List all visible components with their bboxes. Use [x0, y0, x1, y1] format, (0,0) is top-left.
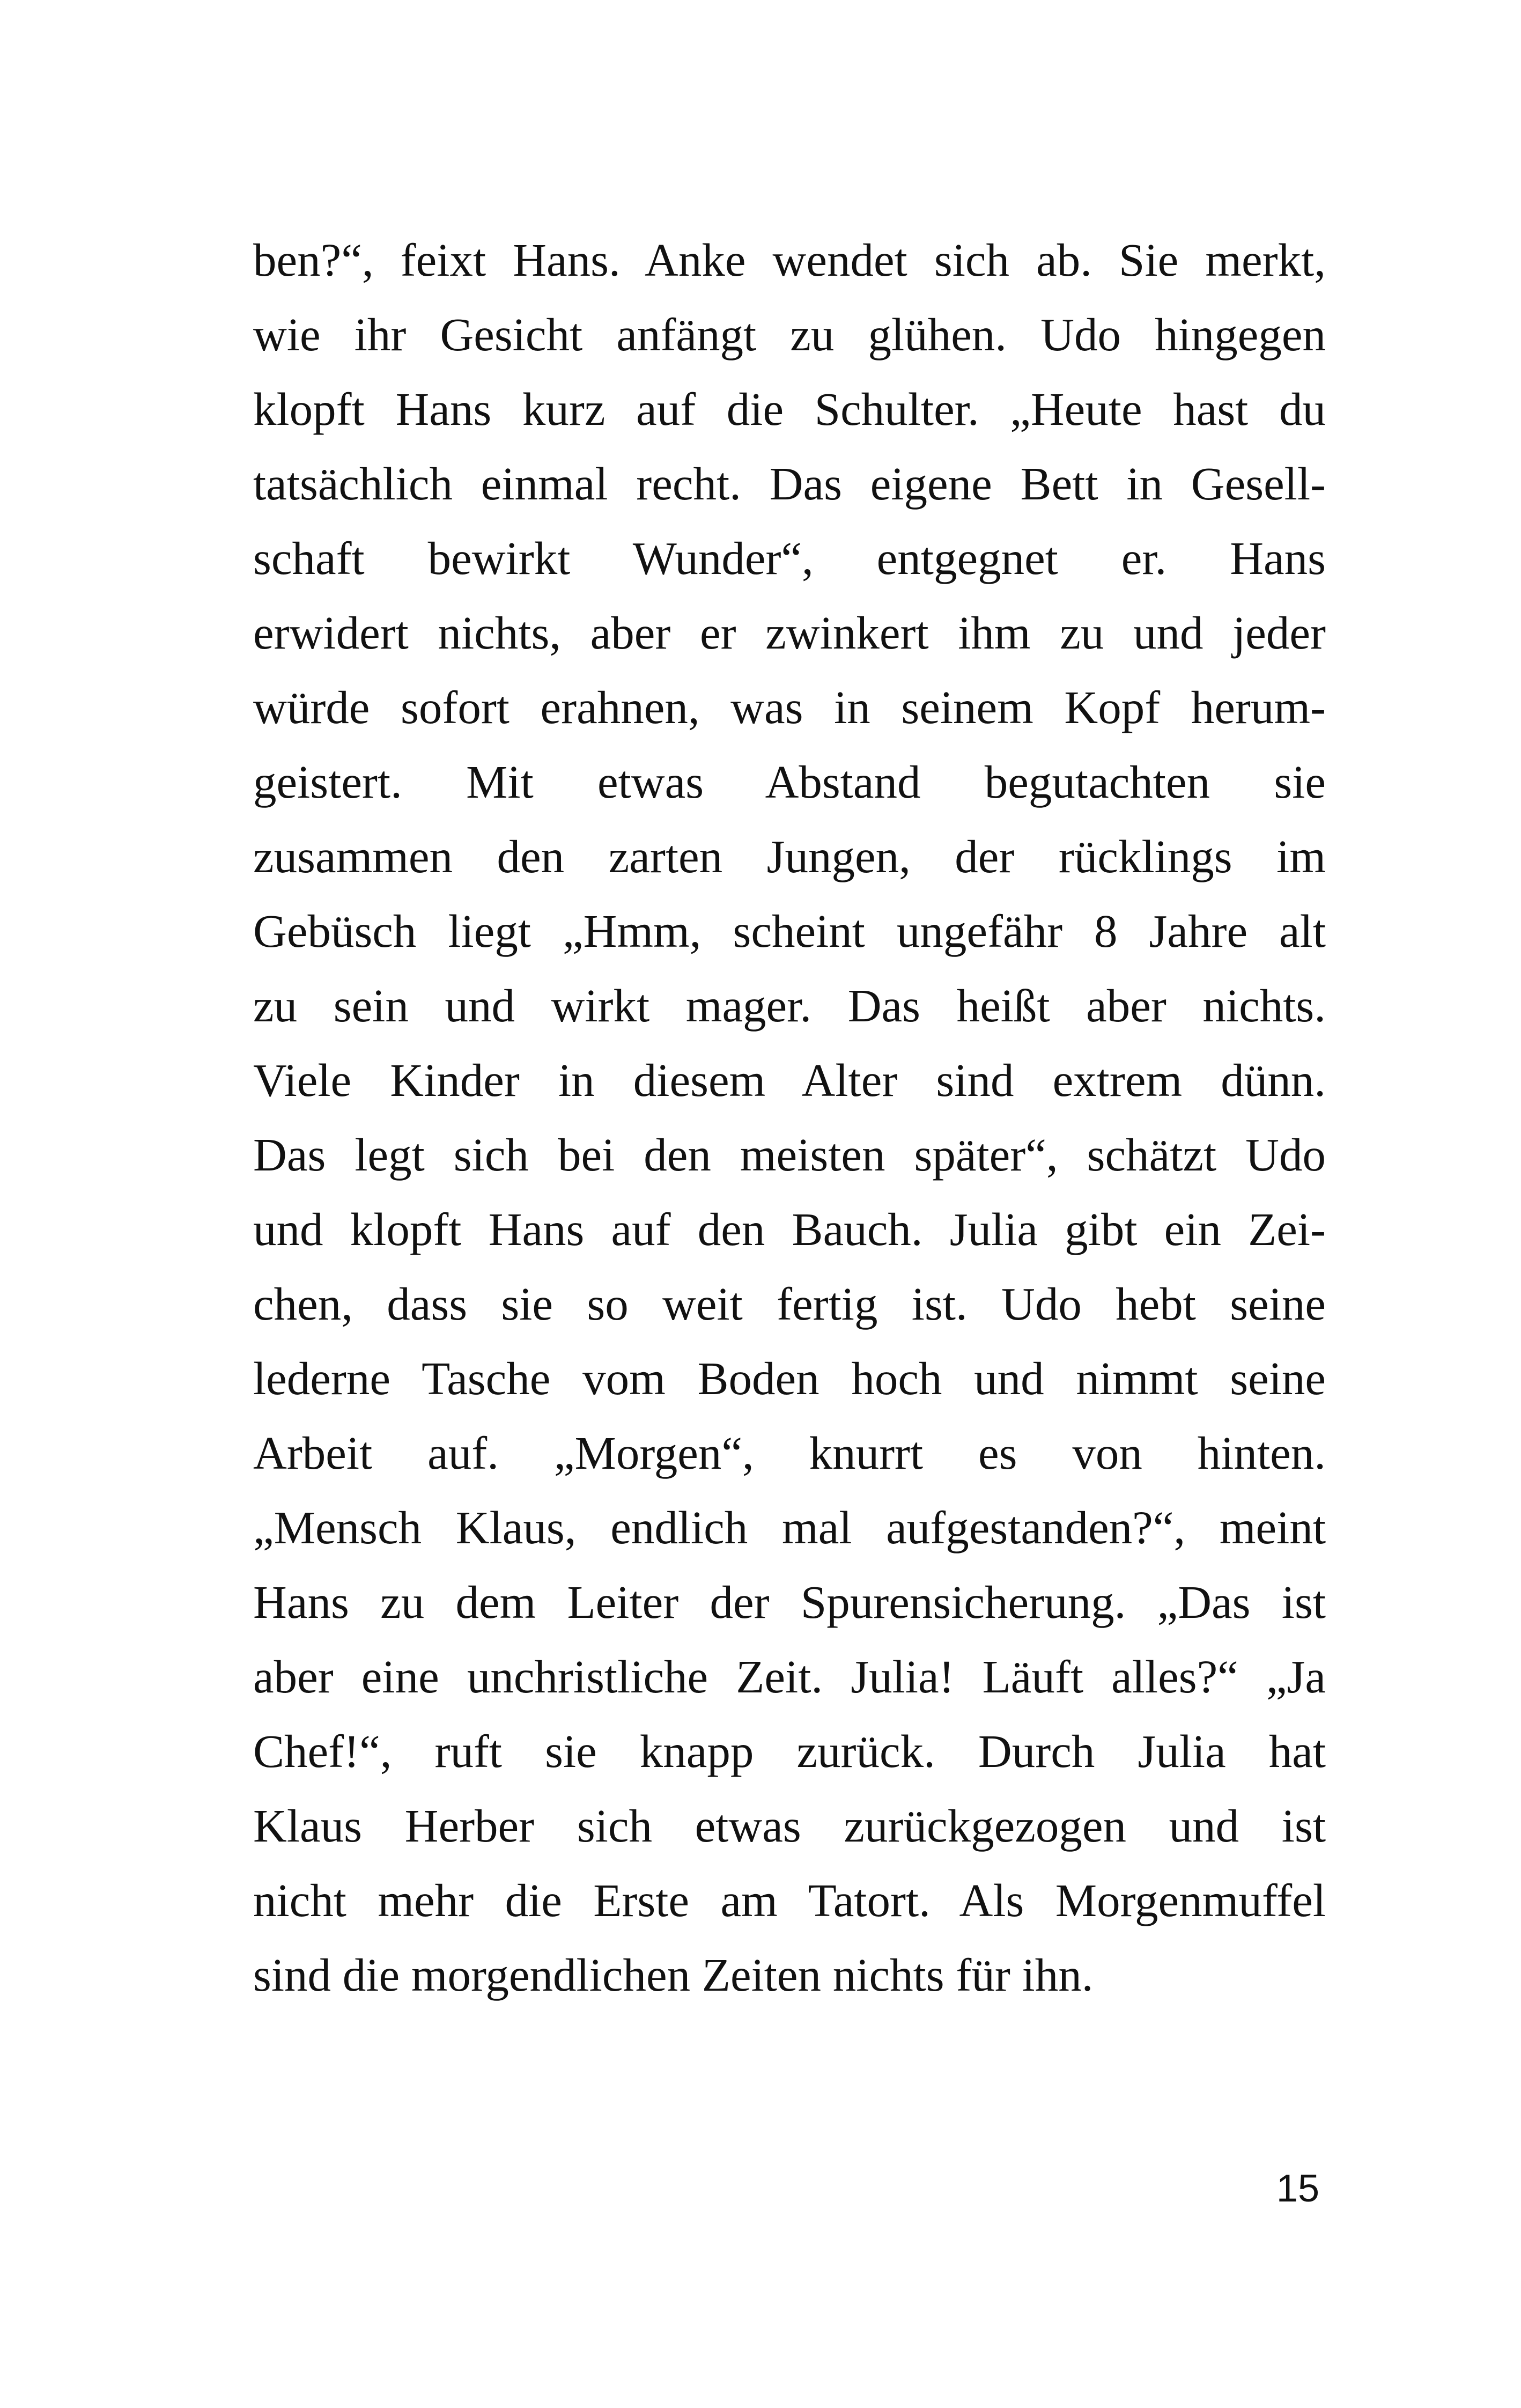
page-number: 15 [1276, 2167, 1319, 2210]
text-line: Gebüsch liegt „Hmm, scheint ungefähr 8 Jahre alt [253, 905, 1326, 957]
text-line: Hans zu dem Leiter der Spurensicherung. „Das ist [253, 1576, 1326, 1628]
text-line: wie ihr Gesicht anfängt zu glühen. Udo hingegen [253, 308, 1326, 360]
text-line: schaft bewirkt Wunder“, entgegnet er. Hans [253, 532, 1326, 584]
text-line: Viele Kinder in diesem Alter sind extrem dünn. [253, 1054, 1326, 1106]
text-line: erwidert nichts, aber er zwinkert ihm zu und jeder [253, 607, 1326, 659]
text-line: zu sein und wirkt mager. Das heißt aber nichts. [253, 980, 1326, 1032]
text-line: chen, dass sie so weit fertig ist. Udo hebt seine [253, 1278, 1326, 1330]
text-line: Klaus Herber sich etwas zurückgezogen und ist [253, 1800, 1326, 1852]
text-line: geistert. Mit etwas Abstand begutachten sie [253, 756, 1326, 808]
text-line: zusammen den zarten Jungen, der rücklings im [253, 830, 1326, 882]
text-line: würde sofort erahnen, was in seinem Kopf herum- [253, 681, 1326, 733]
text-line: tatsächlich einmal recht. Das eigene Bett in Gesell- [253, 458, 1326, 510]
text-line: Arbeit auf. „Morgen“, knurrt es von hinten. [253, 1427, 1326, 1479]
text-line: „Mensch Klaus, endlich mal aufgestanden?“, meint [253, 1501, 1326, 1553]
body-text [253, 223, 1326, 2012]
text-line: Chef!“, ruft sie knapp zurück. Durch Julia hat [253, 1725, 1326, 1777]
text-line: lederne Tasche vom Boden hoch und nimmt seine [253, 1352, 1326, 1404]
text-line: klopft Hans kurz auf die Schulter. „Heute hast du [253, 383, 1326, 435]
text-line: und klopft Hans auf den Bauch. Julia gibt ein Zei- [253, 1203, 1326, 1255]
text-line: nicht mehr die Erste am Tatort. Als Morgenmuffel [253, 1874, 1326, 1926]
text-line: Das legt sich bei den meisten später“, schätzt Udo [253, 1129, 1326, 1181]
text-line: sind die morgendlichen Zeiten nichts für ihn. [253, 1949, 1094, 2001]
text-line: ben?“, feixt Hans. Anke wendet sich ab. Sie merkt, [253, 234, 1326, 286]
text-line: aber eine unchristliche Zeit. Julia! Läuft alles?“ „Ja [253, 1651, 1326, 1703]
